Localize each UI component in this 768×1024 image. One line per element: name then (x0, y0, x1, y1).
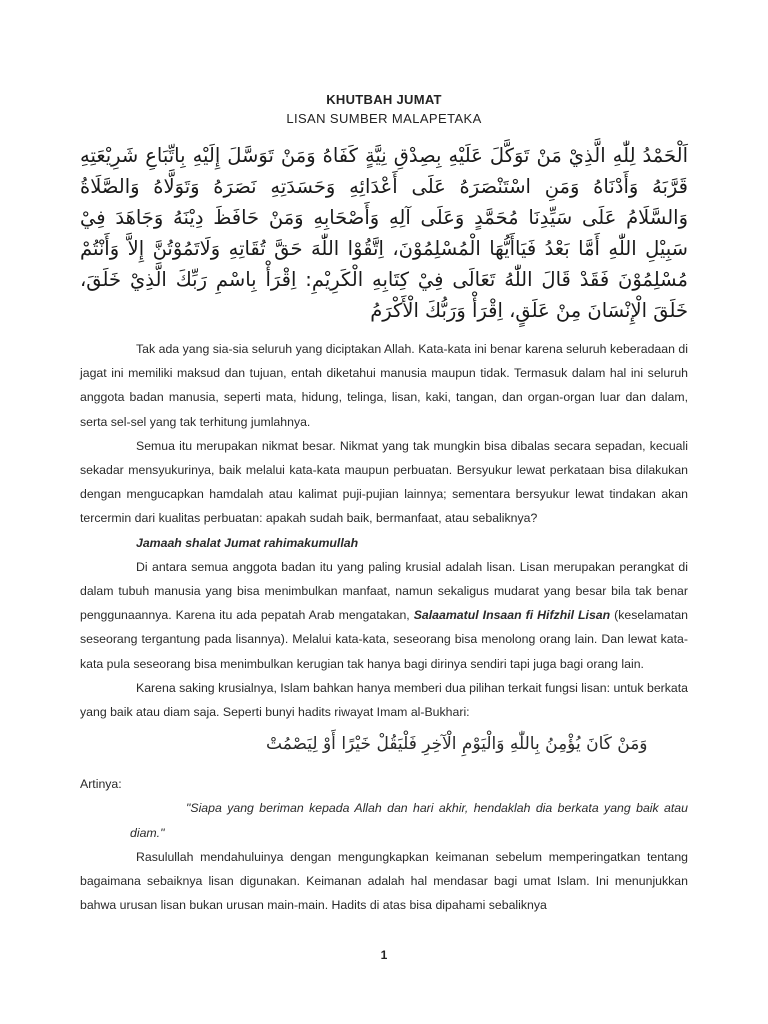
artinya-label: Artinya: (80, 777, 122, 792)
document-subtitle: LISAN SUMBER MALAPETAKA (286, 111, 482, 126)
document-title: KHUTBAH JUMAT (326, 92, 442, 107)
khutbah-body (80, 337, 688, 917)
section-heading: Jamaah shalat Jumat rahimakumullah (136, 535, 359, 550)
paragraph-3 (80, 555, 688, 676)
paragraph-1: Tak ada yang sia-sia seluruh yang diciptakan Allah. Kata-kata ini benar karena seluruh keberadaan di jagat ini memiliki maksud dan tujuan, entah diketahui manusia maupun tidak. Termasuk dalam hal ini seluruh anggota badan manusia, seperti mata, hidung, telinga, lisan, kaki, tangan, dan organ-organ luar dan dalam, serta sel-sel yang tak terhitung jumlahnya. (80, 342, 688, 429)
arabic-opening-prayer: اَلْحَمْدُ لِلّٰهِ الَّذِيْ مَنْ تَوَكَّلَ عَلَيْهِ بِصِدْقِ نِيَّةٍ كَفَاهُ وَمَنْ تَوَسَّلَ إِلَيْهِ بِاتِّبَاعِ شَرِيْعَتِهِ قَرَّبَهُ وَأَدْنَاهُ وَمَنِ اسْتَنْصَرَهُ عَلَى أَعْدَائِهِ وَحَسَدَتِهِ نَصَرَهُ وَتَوَلَّاهُ وَالصَّلَاةُ وَالسَّلَامُ عَلَى سَيِّدِنَا مُحَمَّدٍ وَعَلَى آلِهِ وَأَصْحَابِهِ وَمَنْ حَافَظَ دِيْنَهُ وَجَاهَدَ فِيْ سَبِيْلِ اللّٰهِ أَمَّا بَعْدُ فَيَاأَيُّهَا الْمُسْلِمُوْنَ، اِتَّقُوْا اللّٰهَ حَقَّ تُقَاتِهِ وَلَاتَمُوْتُنَّ إِلاَّ وَأَنْتُمْ مُسْلِمُوْنَ فَقَدْ قَالَ اللّٰهُ تَعَالَى فِيْ كِتَابِهِ الْكَرِيْمِ: اِقْرَأْ بِاسْمِ رَبِّكَ الَّذِيْ خَلَقَ، خَلَقَ الْإِنْسَانَ مِنْ عَلَقٍ، اِقْرَأْ وَرَبُّكَ الْأَكْرَمُ (80, 144, 688, 322)
hadith-arabic-text: وَمَنْ كَانَ يُؤْمِنُ بِاللّٰهِ وَالْيَوْمِ الْآخِرِ فَلْيَقُلْ خَيْرًا أَوْ لِيَصْمُتْ (266, 734, 648, 755)
page-number: 1 (380, 948, 388, 962)
arabic-proverb: Salaamatul Insaan fi Hifzhil Lisan (413, 608, 611, 623)
paragraph-3-text-end: (keselamatan seseorang tergantung pada lisannya). Melalui kata-kata, seseorang bisa menolong orang lain. Dan lewat kata-kata pula seseorang bisa menimbulkan kerugian tak hanya bagi dirinya sendiri tapi juga bagi orang lain. (80, 608, 688, 671)
paragraph-4: Karena saking krusialnya, Islam bahkan hanya memberi dua pilihan terkait fungsi lisan: untuk berkata yang baik atau diam saja. Seperti bunyi hadits riwayat Imam al-Bukhari: (80, 680, 688, 720)
paragraph-5: Rasulullah mendahuluinya dengan mengungkapkan keimanan sebelum memperingatkan tentang bagaimana sebaiknya lisan digunakan. Keimanan adalah hal mendasar bagi umat Islam. Ini menunjukkan bahwa urusan lisan bukan urusan main-main. Hadits di atas bisa dipahami sebaliknya (80, 849, 688, 913)
hadith-translation-quote: "Siapa yang beriman kepada Allah dan hari akhir, hendaklah dia berkata yang baik atau diam." (130, 801, 688, 840)
paragraph-3-text-start: Di antara semua anggota badan itu yang paling krusial adalah lisan. Lisan merupakan perangkat di dalam tubuh manusia yang bisa menimbulkan manfaat, namun sekaligus mudarat yang besar bila tak benar penggunaannya. Karena itu ada pepatah Arab mengatakan, (80, 559, 688, 623)
paragraph-2: Semua itu merupakan nikmat besar. Nikmat yang tak mungkin bisa dibalas secara sepadan, kecuali sekadar mensyukurinya, baik melalui kata-kata maupun perbuatan. Bersyukur lewat perkataan bisa dilakukan dengan mengucapkan hamdalah atau kalimat puji-pujian lainnya; sementara bersyukur lewat tindakan akan tercermin dari kualitas perbuatan: apakah sudah baik, bermanfaat, atau sebaliknya? (80, 438, 688, 526)
